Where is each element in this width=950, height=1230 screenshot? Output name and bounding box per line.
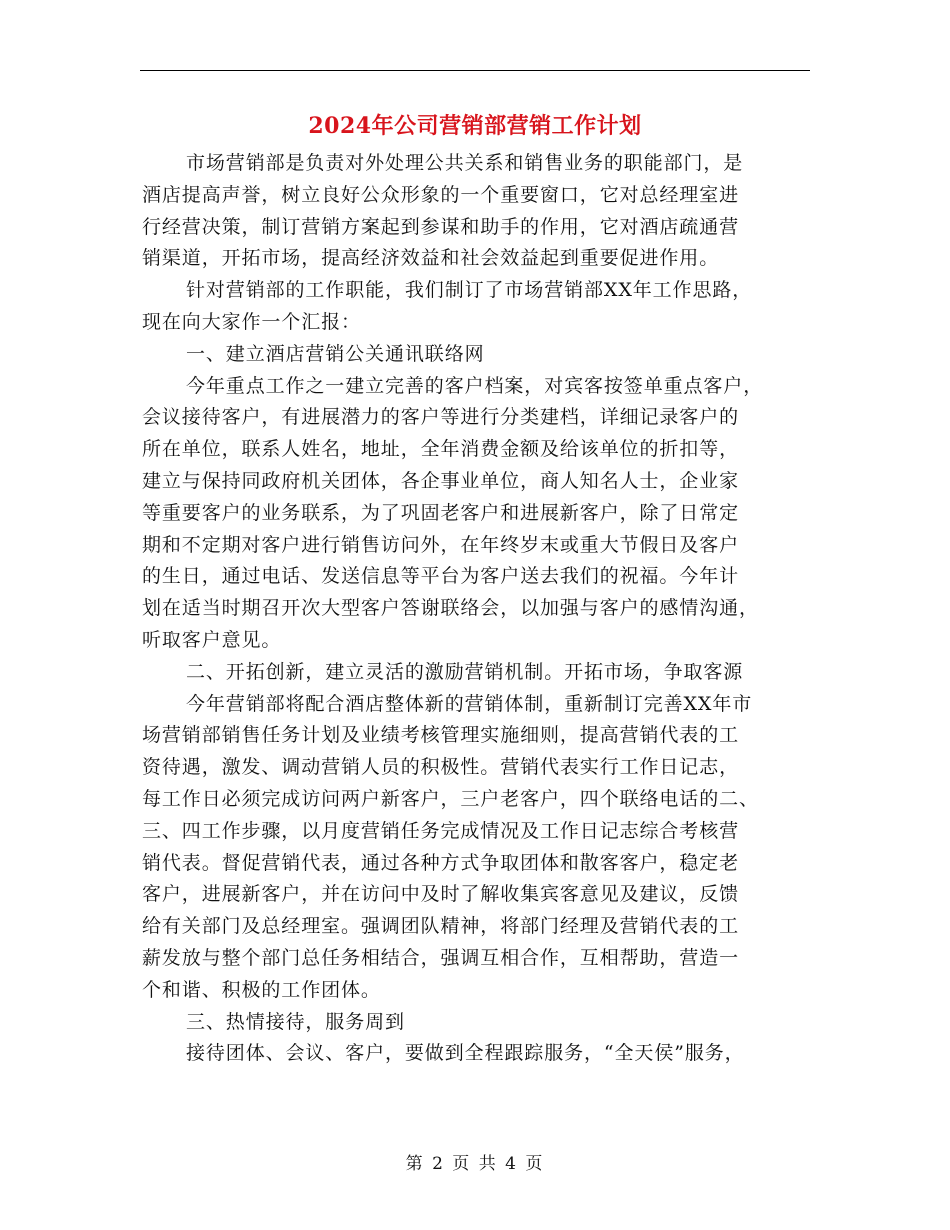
paragraph-line: 听取客户意见。 (142, 628, 282, 651)
paragraph-line: 期和不定期对客户进行销售访问外，在年终岁末或重大节假日及客户 (142, 533, 740, 556)
section-heading: 二、开拓创新，建立灵活的激励营销机制。开拓市场，争取客源 (186, 660, 744, 683)
paragraph-line: 行经营决策，制订营销方案起到参谋和助手的作用，它对酒店疏通营 (142, 215, 740, 238)
paragraph-line: 薪发放与整个部门总任务相结合，强调互相合作，互相帮助，营造一 (142, 946, 740, 969)
paragraph-line: 今年重点工作之一建立完善的客户档案，对宾客按签单重点客户， (186, 374, 764, 397)
paragraph-line: 等重要客户的业务联系，为了巩固老客户和进展新客户，除了日常定 (142, 501, 740, 524)
paragraph-line: 划在适当时期召开次大型客户答谢联络会，以加强与客户的感情沟通， (142, 597, 759, 620)
header-rule (140, 70, 810, 71)
section-heading: 一、建立酒店营销公关通讯联络网 (186, 342, 485, 365)
paragraph-line: 今年营销部将配合酒店整体新的营销体制，重新制订完善XX年市 (186, 692, 753, 715)
paragraph-line: 每工作日必须完成访问两户新客户，三户老客户，四个联络电话的二、 (142, 787, 759, 810)
paragraph-line: 所在单位，联系人姓名，地址，全年消费金额及给该单位的折扣等， (142, 438, 740, 461)
paragraph-line: 建立与保持同政府机关团体，各企事业单位，商人知名人士，企业家 (142, 469, 740, 492)
paragraph-line: 三、四工作步骤，以月度营销任务完成情况及工作日记志综合考核营 (142, 819, 740, 842)
paragraph-line: 资待遇，激发、调动营销人员的积极性。营销代表实行工作日记志， (142, 756, 740, 779)
document-body (142, 148, 812, 1070)
paragraph-line: 接待团体、会议、客户，要做到全程跟踪服务，“全天侯”服务， (186, 1042, 745, 1065)
paragraph-line: 个和谐、积极的工作团体。 (142, 978, 381, 1001)
paragraph-line: 酒店提高声誉，树立良好公众形象的一个重要窗口，它对总经理室进 (142, 183, 740, 206)
section-heading: 三、热情接待，服务周到 (186, 1010, 405, 1033)
page-number-footer: 第 2 页 共 4 页 (405, 1154, 545, 1174)
paragraph-line: 场营销部销售任务计划及业绩考核管理实施细则，提高营销代表的工 (142, 724, 740, 747)
paragraph-line: 市场营销部是负责对外处理公共关系和销售业务的职能部门，是 (186, 152, 744, 174)
paragraph-line: 针对营销部的工作职能，我们制订了市场营销部XX年工作思路， (186, 279, 753, 302)
paragraph-line: 会议接待客户，有进展潜力的客户等进行分类建档，详细记录客户的 (142, 406, 740, 429)
paragraph-line: 给有关部门及总经理室。强调团队精神，将部门经理及营销代表的工 (142, 915, 740, 938)
paragraph-line: 销渠道，开拓市场，提高经济效益和社会效益起到重要促进作用。 (142, 247, 720, 270)
paragraph-line: 客户，进展新客户，并在访问中及时了解收集宾客意见及建议，反馈 (142, 883, 740, 906)
paragraph-line: 的生日，通过电话、发送信息等平台为客户送去我们的祝福。今年计 (142, 565, 740, 588)
paragraph-line: 销代表。督促营销代表，通过各种方式争取团体和散客客户，稳定老 (142, 851, 740, 874)
document-title: 2024年公司营销部营销工作计划 (308, 113, 642, 139)
paragraph-line: 现在向大家作一个汇报： (142, 310, 361, 333)
